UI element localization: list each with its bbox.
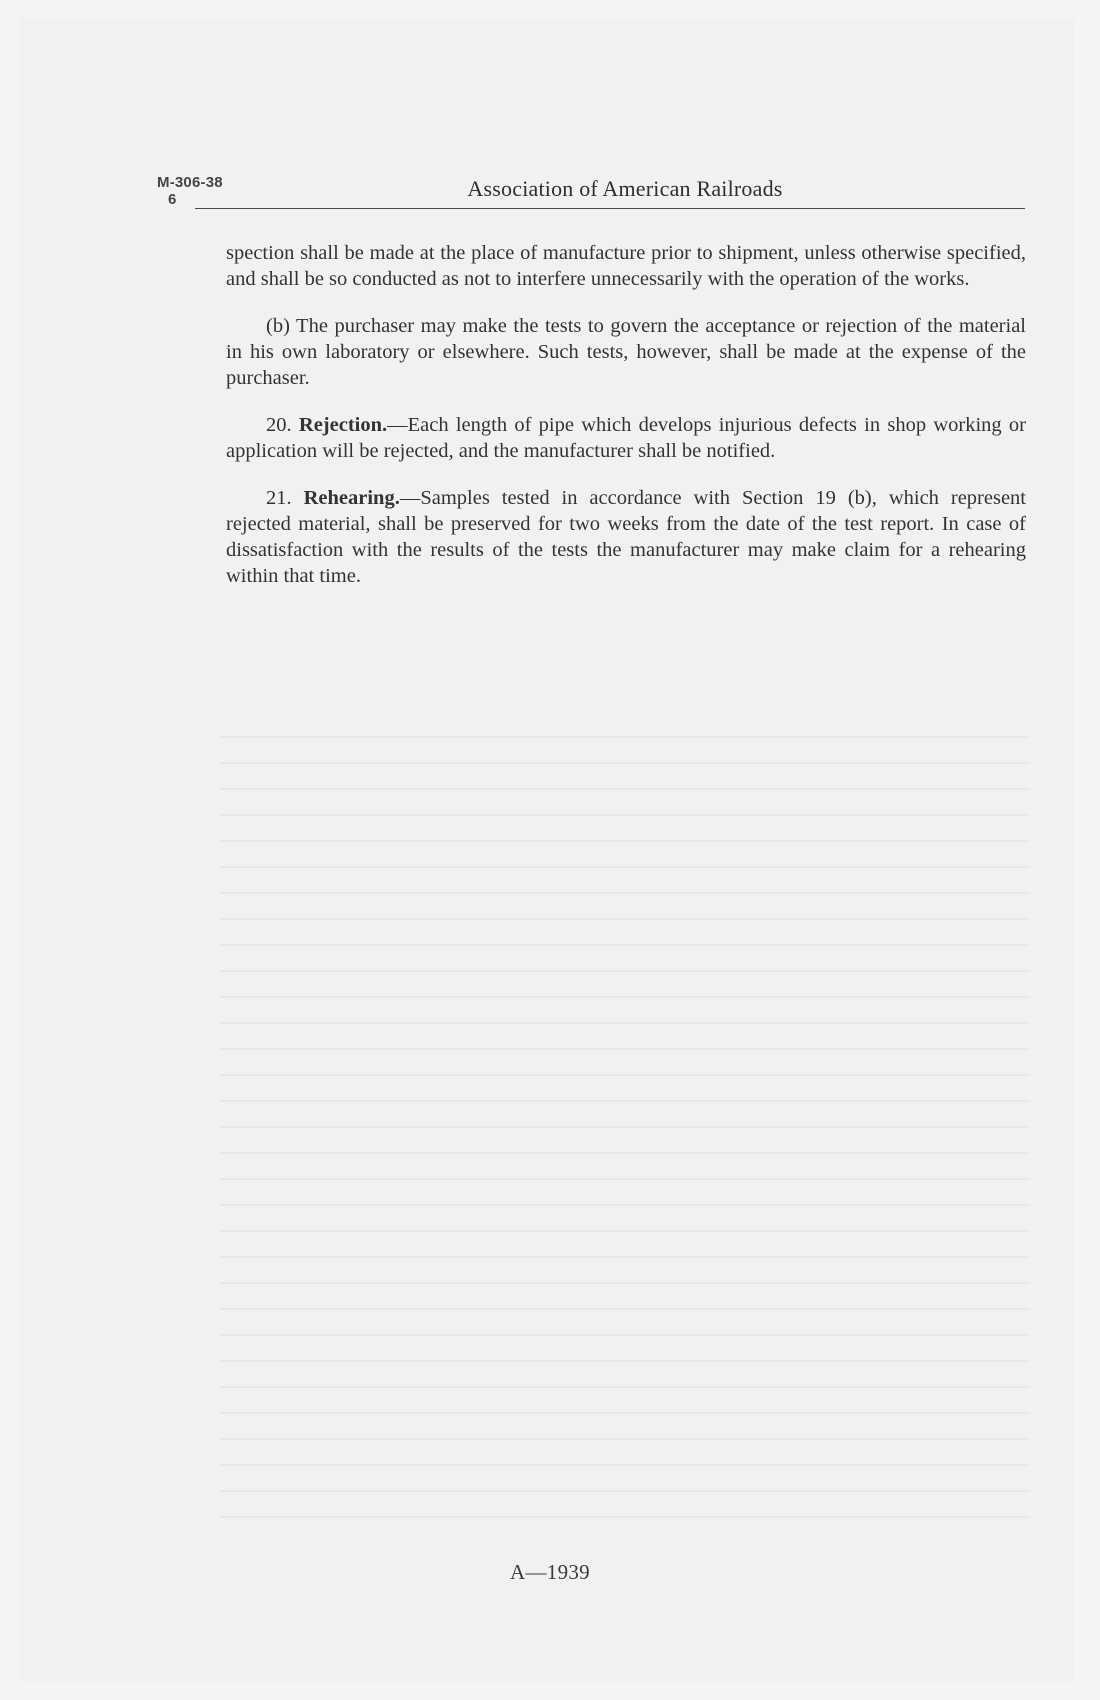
header-rule (195, 208, 1025, 209)
reverse-side-bleed-through (220, 720, 1030, 1540)
paragraph-continuation: spection shall be made at the place of manufacture prior to shipment, unless otherwise specified, and shall be so conducted as not to interfere unnecessarily with the operation of the works. (226, 242, 1026, 290)
section-number: 20. (266, 414, 292, 436)
section-title: Rehearing. (303, 487, 400, 509)
section-number: 21. (266, 487, 292, 509)
page-number: 6 (168, 191, 177, 208)
paragraph-19b: (b) The purchaser may make the tests to govern the acceptance or rejection of the material in his own laboratory or elsewhere. Such tests, however, shall be made at the expense of the purchaser. (226, 315, 1026, 389)
section-20 (226, 412, 1026, 464)
section-text: —Each length of pipe which develops injurious defects in shop working or application will be rejected, and the manufacturer shall be notified. (226, 414, 1026, 462)
body-text (226, 240, 1026, 610)
doc-code-text: M-306-38 (157, 174, 223, 191)
section-title: Rejection. (298, 414, 388, 436)
running-header-title: Association of American Railroads (467, 176, 783, 201)
section-21 (226, 485, 1026, 589)
page-footer-label: A—1939 (510, 1560, 590, 1584)
document-code (157, 174, 223, 208)
section-text: —Samples tested in accordance with Section 19 (b), which represent rejected material, shall be preserved for two weeks from the date of the test report. In case of dissatisfaction with the results of the tests the manufacturer may make claim for a rehearing within that time. (226, 487, 1027, 587)
